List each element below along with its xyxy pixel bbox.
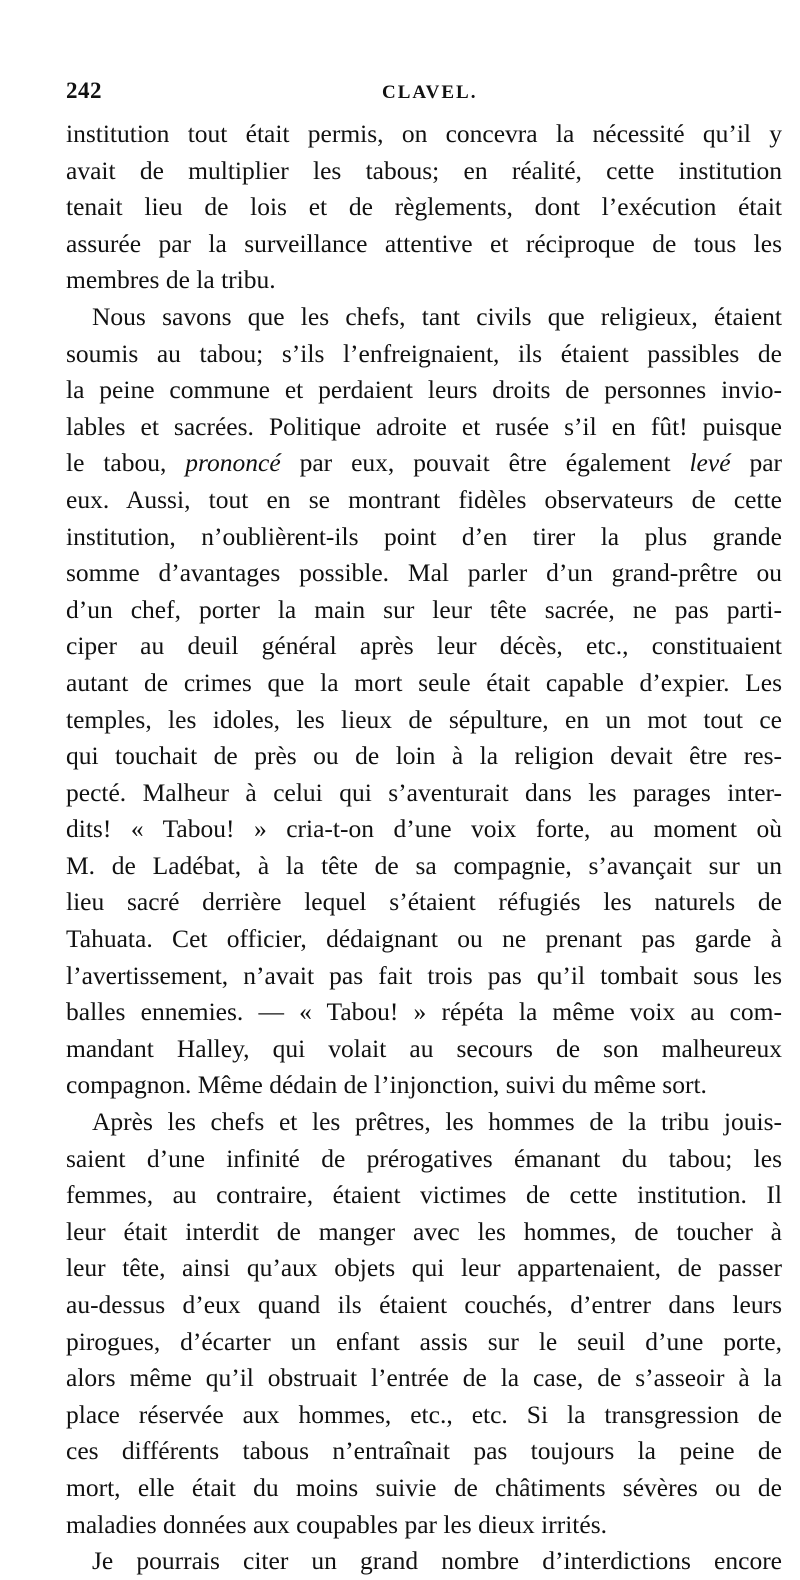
text-line: femmes, au contraire, étaient victimes de cette institution. Il xyxy=(66,1180,782,1210)
text-line: somme d’avantages possible. Mal parler d’un grand-prêtre ou xyxy=(66,558,782,588)
text-line: M. de Ladébat, à la tête de sa compagnie, s’avançait sur un xyxy=(66,850,782,880)
text-run: le tabou, xyxy=(66,448,186,478)
text-line: Je pourrais citer un grand nombre d’interdictions encore xyxy=(92,1546,782,1576)
text-line: ciper au deuil général après leur décès, etc., constituaient xyxy=(66,631,782,661)
text-line: lieu sacré derrière lequel s’étaient réfugiés les naturels de xyxy=(66,887,782,917)
text-line: ces différents tabous n’entraînait pas toujours la peine de xyxy=(66,1436,782,1466)
text-line: lables et sacrées. Politique adroite et rusée s’il en fût! puisque xyxy=(66,411,782,441)
text-line: d’un chef, porter la main sur leur tête sacrée, ne pas parti- xyxy=(66,594,782,624)
body-text xyxy=(66,116,782,1580)
text-line: pecté. Malheur à celui qui s’aventurait dans les parages inter- xyxy=(66,777,782,807)
italic-word: levé xyxy=(689,448,731,478)
text-run: par eux, pouvait être également xyxy=(280,448,690,478)
text-line: pirogues, d’écarter un enfant assis sur le seuil d’une porte, xyxy=(66,1326,782,1356)
running-head xyxy=(66,74,782,110)
text-line: tenait lieu de lois et de règlements, dont l’exécution était xyxy=(66,192,782,222)
text-line: autant de crimes que la mort seule était capable d’expier. Les xyxy=(66,667,782,697)
text-line: eux. Aussi, tout en se montrant fidèles observateurs de cette xyxy=(66,484,782,514)
italic-word: prononcé xyxy=(185,448,281,478)
text-line: Après les chefs et les prêtres, les hommes de la tribu jouis- xyxy=(92,1107,782,1137)
text-line: saient d’une infinité de prérogatives émanant du tabou; les xyxy=(66,1143,782,1173)
text-line: avait de multiplier les tabous; en réalité, cette institution xyxy=(66,155,782,185)
text-line: soumis au tabou; s’ils l’enfreignaient, ils étaient passibles de xyxy=(66,338,782,368)
text-line: assurée par la surveillance attentive et réciproque de tous les xyxy=(66,228,782,258)
text-line-with-italics xyxy=(66,445,782,482)
text-run: par xyxy=(730,448,783,478)
text-line: mort, elle était du moins suivie de châtiments sévères ou de xyxy=(66,1472,782,1502)
text-line: qui touchait de près ou de loin à la religion devait être res- xyxy=(66,741,782,771)
text-line: Nous savons que les chefs, tant civils que religieux, étaient xyxy=(92,301,782,331)
text-line: compagnon. Même dédain de l’injonction, suivi du même sort. xyxy=(66,1070,707,1100)
text-line: institution, n’oublièrent-ils point d’en tirer la plus grande xyxy=(66,521,782,551)
text-line: institution tout était permis, on concevra la nécessité qu’il y xyxy=(66,119,782,148)
text-line: membres de la tribu. xyxy=(66,265,276,295)
text-line: leur tête, ainsi qu’aux objets qui leur appartenaient, de passer xyxy=(66,1253,782,1283)
text-line: temples, les idoles, les lieux de sépulture, en un mot tout ce xyxy=(66,704,782,734)
page-number: 242 xyxy=(66,78,102,103)
text-line: balles ennemies. — « Tabou! » répéta la même voix au com- xyxy=(66,997,782,1027)
text-line: leur était interdit de manger avec les hommes, de toucher à xyxy=(66,1216,782,1246)
text-line: maladies données aux coupables par les dieux irrités. xyxy=(66,1509,607,1539)
text-line: l’avertissement, n’avait pas fait trois pas qu’il tombait sous les xyxy=(66,960,782,990)
text-line: Tahuata. Cet officier, dédaignant ou ne prenant pas garde à xyxy=(66,924,782,954)
running-title: CLAVEL. xyxy=(382,82,478,103)
text-line: au-dessus d’eux quand ils étaient couchés, d’entrer dans leurs xyxy=(66,1290,782,1319)
text-line: place réservée aux hommes, etc., etc. Si la transgression de xyxy=(66,1399,782,1429)
text-line: la peine commune et perdaient leurs droits de personnes invio- xyxy=(66,375,782,405)
text-line: dits! « Tabou! » cria-t-on d’une voix forte, au moment où xyxy=(66,814,782,844)
text-line: mandant Halley, qui volait au secours de son malheureux xyxy=(66,1033,782,1063)
text-line: alors même qu’il obstruait l’entrée de la case, de s’asseoir à la xyxy=(66,1363,782,1393)
